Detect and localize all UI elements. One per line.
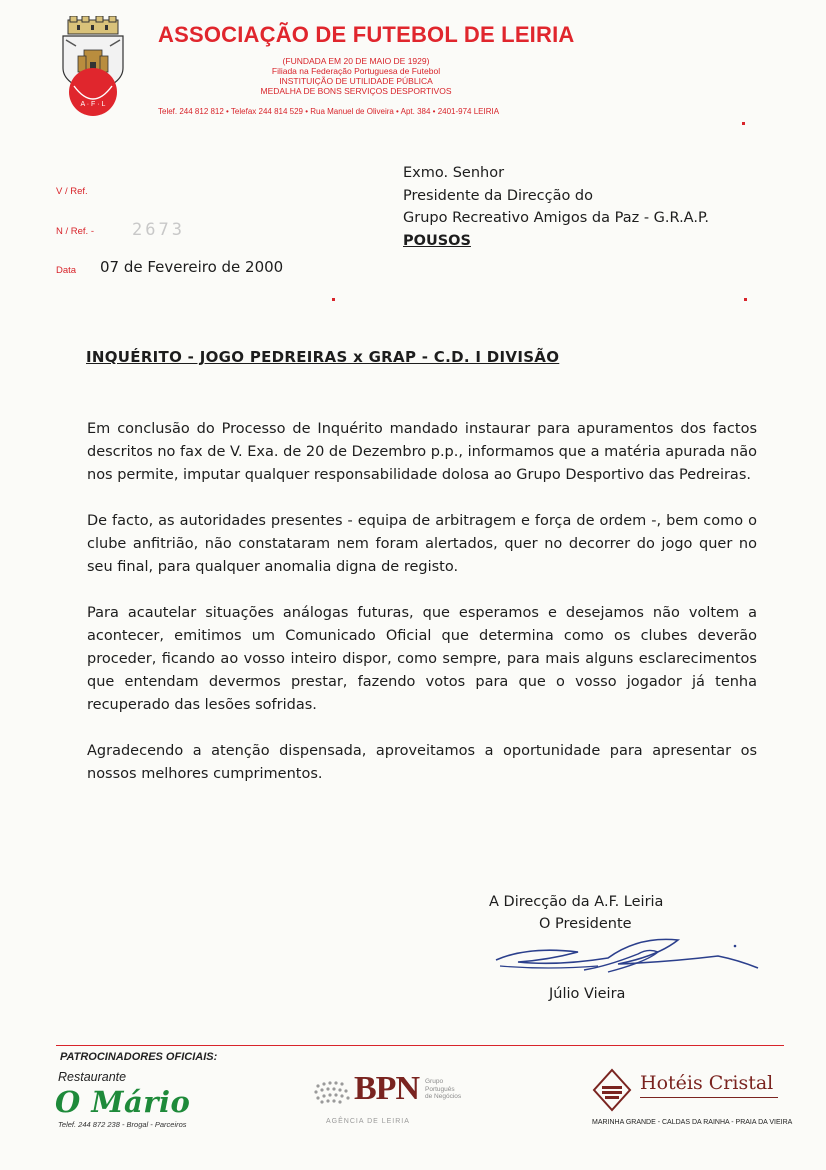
handwritten-signature	[488, 926, 774, 982]
org-details	[158, 56, 554, 96]
hotel-diamond-icon	[592, 1068, 632, 1114]
bpn-dots-icon	[312, 1078, 354, 1108]
body-paragraph: De facto, as autoridades presentes - equipa de arbitragem e força de ordem -, bem como o clube anfitrião, não constataram nem foram alertados, quer no decorrer do jogo quer no seu final, para qualquer anomalia digna de registo.	[87, 513, 757, 575]
restaurant-contact: Telef. 244 872 238 - Brogal - Parceiros	[58, 1120, 187, 1129]
addressee-salutation: Exmo. Senhor	[403, 165, 505, 181]
org-title: ASSOCIAÇÃO DE FUTEBOL DE LEIRIA	[158, 22, 575, 47]
v-ref-label: V / Ref.	[56, 186, 88, 197]
letter-subject: INQUÉRITO - JOGO PEDREIRAS x GRAP - C.D. I DIVISÃO	[86, 348, 560, 366]
bpn-tagline-line: Grupo	[425, 1078, 444, 1085]
closing-line: A Direcção da A.F. Leiria	[489, 894, 664, 910]
fold-mark	[742, 122, 745, 125]
bpn-tagline-line: Português	[425, 1085, 455, 1093]
n-ref-stamp: 2673	[132, 220, 185, 240]
body-paragraph: Agradecendo a atenção dispensada, aproveitamos a oportunidade para apresentar os nossos melhores cumprimentos.	[87, 743, 757, 782]
bpn-tagline	[425, 1078, 461, 1101]
afl-crest-logo	[54, 16, 132, 118]
affiliation-line: Filiada na Federação Portuguesa de Futebol	[271, 66, 441, 76]
bpn-branch: AGÊNCIA DE LEIRIA	[326, 1118, 410, 1125]
addressee-city: POUSOS	[403, 232, 471, 249]
hotel-logo-rule	[640, 1097, 778, 1098]
n-ref-label: N / Ref. -	[56, 226, 95, 237]
restaurant-logo: O Mário	[55, 1085, 191, 1119]
footer-divider	[56, 1045, 784, 1046]
bpn-logo: BPN	[354, 1070, 419, 1107]
addressee-position: Presidente da Direcção do	[403, 187, 594, 204]
addressee-block	[403, 162, 709, 252]
bpn-tagline-line: de Negócios	[425, 1093, 462, 1100]
hotel-locations: MARINHA GRANDE - CALDAS DA RAINHA - PRAIA DA VIEIRA	[592, 1119, 793, 1126]
body-paragraph: Em conclusão do Processo de Inquérito mandado instaurar para apuramentos dos factos descritos no fax de V. Exa. de 20 de Dezembro p.p., informamos que a matéria apurada não nos permite, imputar qualquer responsabilidade dolosa ao Grupo Desportivo das Pedreiras.	[87, 421, 757, 483]
fold-mark	[332, 298, 335, 301]
closing-title: O Presidente	[539, 916, 632, 932]
signer-name: Júlio Vieira	[549, 986, 626, 1002]
hotel-logo: Hotéis Cristal	[640, 1072, 774, 1094]
date-label: Data	[56, 265, 77, 276]
date-value: 07 de Fevereiro de 2000	[100, 258, 284, 276]
letter-body	[87, 418, 757, 809]
restaurant-label: Restaurante	[58, 1070, 127, 1084]
addressee-organization: Grupo Recreativo Amigos da Paz - G.R.A.P.	[403, 210, 710, 226]
medal-line: MEDALHA DE BONS SERVIÇOS DESPORTIVOS	[260, 86, 452, 96]
body-paragraph: Para acautelar situações análogas futuras, que esperamos e desejamos não voltem a acontecer, emitimos um Comunicado Oficial que determina como os clubes deverão proceder, ficando ao vosso inteiro dispor, como sempre, para mais alguns esclarecimentos que entendam devermos prestar, fazendo votos para que o vosso jogador já tenha recuperado das lesões sofridas.	[87, 605, 757, 713]
public-utility-line: INSTITUIÇÃO DE UTILIDADE PÚBLICA	[279, 76, 433, 86]
crest-text: A · F · L	[80, 101, 106, 108]
fold-mark	[744, 298, 747, 301]
sponsors-title: PATROCINADORES OFICIAIS:	[60, 1051, 218, 1063]
org-contact-line: Telef. 244 812 812 • Telefax 244 814 529 • Rua Manuel de Oliveira • Apt. 384 • 2401-974 LEIRIA	[158, 107, 500, 116]
founded-line: (FUNDADA EM 20 DE MAIO DE 1929)	[282, 56, 430, 66]
